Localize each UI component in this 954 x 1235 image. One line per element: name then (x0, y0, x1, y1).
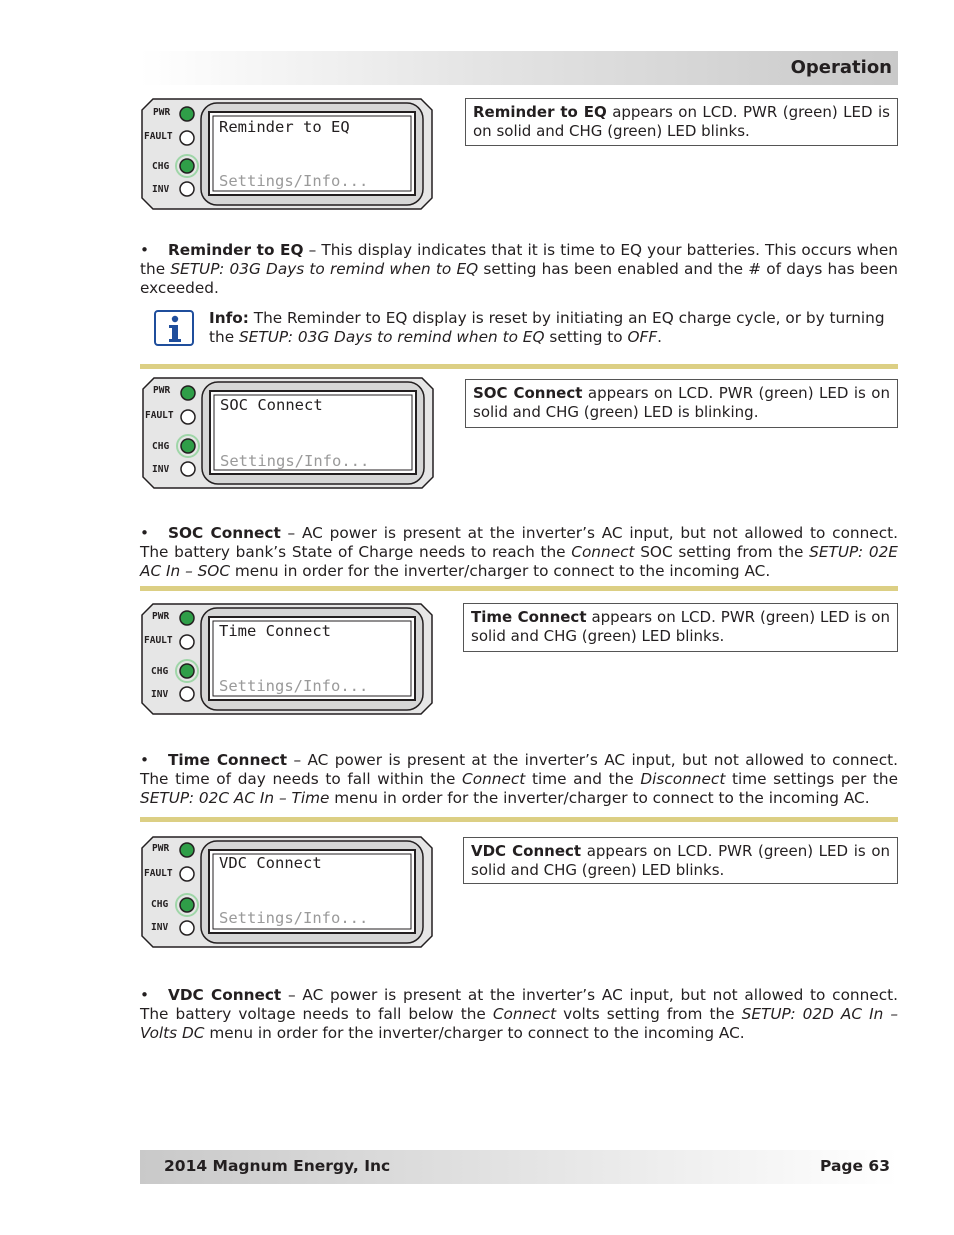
bullet-title: VDC Connect (168, 986, 282, 1004)
led-label-pwr: PWR (153, 107, 171, 118)
callout-box (463, 837, 898, 884)
remote-panel-graphic (141, 603, 433, 715)
bullet-paragraph (140, 524, 898, 581)
remote-panel-graphic (141, 98, 433, 210)
info-note (209, 309, 898, 347)
lcd-line-1: Reminder to EQ (219, 118, 350, 136)
paragraph-text: menu in order for the inverter/charger to connect to the incoming AC. (204, 1024, 745, 1042)
callout-text: appears on LCD. PWR (green) LED is on solid and CHG (green) LED blinks. (473, 103, 890, 140)
paragraph-text: time settings per the (725, 770, 898, 788)
led-label-fault: FAULT (144, 868, 173, 879)
paragraph-text: volts setting from the (556, 1005, 742, 1023)
info-text: setting to (544, 328, 628, 346)
led-label-pwr: PWR (152, 611, 170, 622)
led-label-chg: CHG (151, 666, 169, 677)
paragraph-text: menu in order for the inverter/charger to connect to the incoming AC. (230, 562, 771, 580)
led-label-fault: FAULT (145, 410, 174, 421)
lcd-line-1: VDC Connect (219, 854, 322, 872)
remote-display-panel (141, 98, 433, 210)
paragraph-text: – This display indicates that it is time to EQ your batteries. This occurs when the (140, 241, 898, 278)
lcd-line-1: Time Connect (219, 622, 331, 640)
bullet-marker: • (140, 986, 150, 1004)
callout-text: appears on LCD. PWR (green) LED is on solid and CHG (green) LED is blinking. (473, 384, 890, 421)
paragraph-text: setting has been enabled and the # of days has been exceeded. (140, 260, 899, 297)
page-section-title: Operation (790, 57, 892, 78)
callout-box (465, 379, 898, 428)
page-number: Page 63 (820, 1157, 890, 1175)
remote-display-panel (141, 603, 433, 715)
paragraph-text: time and the (525, 770, 641, 788)
info-italic: OFF (627, 328, 658, 346)
callout-title: Reminder to EQ (473, 103, 607, 121)
bullet-title: Reminder to EQ (168, 241, 304, 259)
info-icon (154, 310, 194, 346)
paragraph-text: – AC power is present at the inverter’s AC input, but not allowed to connect. The battery bank’s State of Charge needs to reach the (140, 524, 898, 561)
section-divider (140, 364, 898, 369)
led-label-fault: FAULT (144, 635, 173, 646)
lcd-line-2: Settings/Info... (220, 452, 370, 470)
paragraph-italic: SETUP: 02D AC In – Volts DC (140, 1005, 898, 1042)
callout-title: VDC Connect (471, 842, 582, 860)
info-italic: SETUP: 03G Days to remind when to EQ (238, 328, 545, 346)
remote-panel-graphic (142, 377, 434, 489)
lcd-line-2: Settings/Info... (219, 677, 369, 695)
paragraph-text: – AC power is present at the inverter’s AC input, but not allowed to connect. The time of day needs to fall within the (140, 751, 898, 788)
bullet-title: SOC Connect (168, 524, 281, 542)
paragraph-italic: Connect (571, 543, 635, 561)
section-divider (140, 586, 898, 591)
lcd-line-1: SOC Connect (220, 396, 323, 414)
footer-copyright: 2014 Magnum Energy, Inc (164, 1157, 391, 1175)
page-header (140, 51, 898, 85)
info-text: . (657, 328, 663, 346)
bullet-marker: • (140, 751, 150, 769)
led-label-chg: CHG (152, 441, 170, 452)
paragraph-text: SOC setting from the (634, 543, 810, 561)
info-label: Info: (209, 309, 249, 327)
callout-title: SOC Connect (473, 384, 583, 402)
led-label-inv: INV (151, 922, 169, 933)
paragraph-text: – AC power is present at the inverter’s AC input, but not allowed to connect. The battery voltage needs to fall below the (140, 986, 898, 1023)
led-label-inv: INV (152, 184, 170, 195)
callout-text: appears on LCD. PWR (green) LED is on solid and CHG (green) LED blinks. (471, 842, 891, 879)
lcd-line-2: Settings/Info... (219, 172, 369, 190)
led-label-chg: CHG (151, 899, 169, 910)
callout-box (463, 603, 898, 652)
callout-box (465, 98, 898, 146)
bullet-marker: • (140, 524, 150, 542)
paragraph-italic: SETUP: 02E AC In – SOC (140, 543, 898, 580)
led-label-pwr: PWR (152, 843, 170, 854)
led-label-chg: CHG (152, 161, 170, 172)
lcd-line-2: Settings/Info... (219, 909, 369, 927)
callout-title: Time Connect (471, 608, 587, 626)
info-text: The Reminder to EQ display is reset by initiating an EQ charge cycle, or by turning the (209, 309, 885, 346)
paragraph-italic: Disconnect (640, 770, 726, 788)
led-label-inv: INV (152, 464, 170, 475)
remote-display-panel (142, 377, 434, 489)
led-label-inv: INV (151, 689, 169, 700)
callout-text: appears on LCD. PWR (green) LED is on solid and CHG (green) LED blinks. (471, 608, 890, 645)
led-label-pwr: PWR (153, 385, 171, 396)
bullet-paragraph (140, 241, 898, 298)
paragraph-text: menu in order for the inverter/charger to connect to the incoming AC. (329, 789, 870, 807)
paragraph-italic: SETUP: 02C AC In – Time (140, 789, 330, 807)
remote-display-panel (141, 836, 433, 948)
paragraph-italic: SETUP: 03G Days to remind when to EQ (170, 260, 479, 278)
section-divider (140, 817, 898, 822)
bullet-paragraph (140, 751, 898, 808)
paragraph-italic: Connect (492, 1005, 557, 1023)
bullet-title: Time Connect (168, 751, 288, 769)
remote-panel-graphic (141, 836, 433, 948)
bullet-marker: • (140, 241, 150, 259)
page-footer (140, 1150, 898, 1184)
bullet-paragraph (140, 986, 898, 1043)
paragraph-italic: Connect (462, 770, 526, 788)
led-label-fault: FAULT (144, 131, 173, 142)
